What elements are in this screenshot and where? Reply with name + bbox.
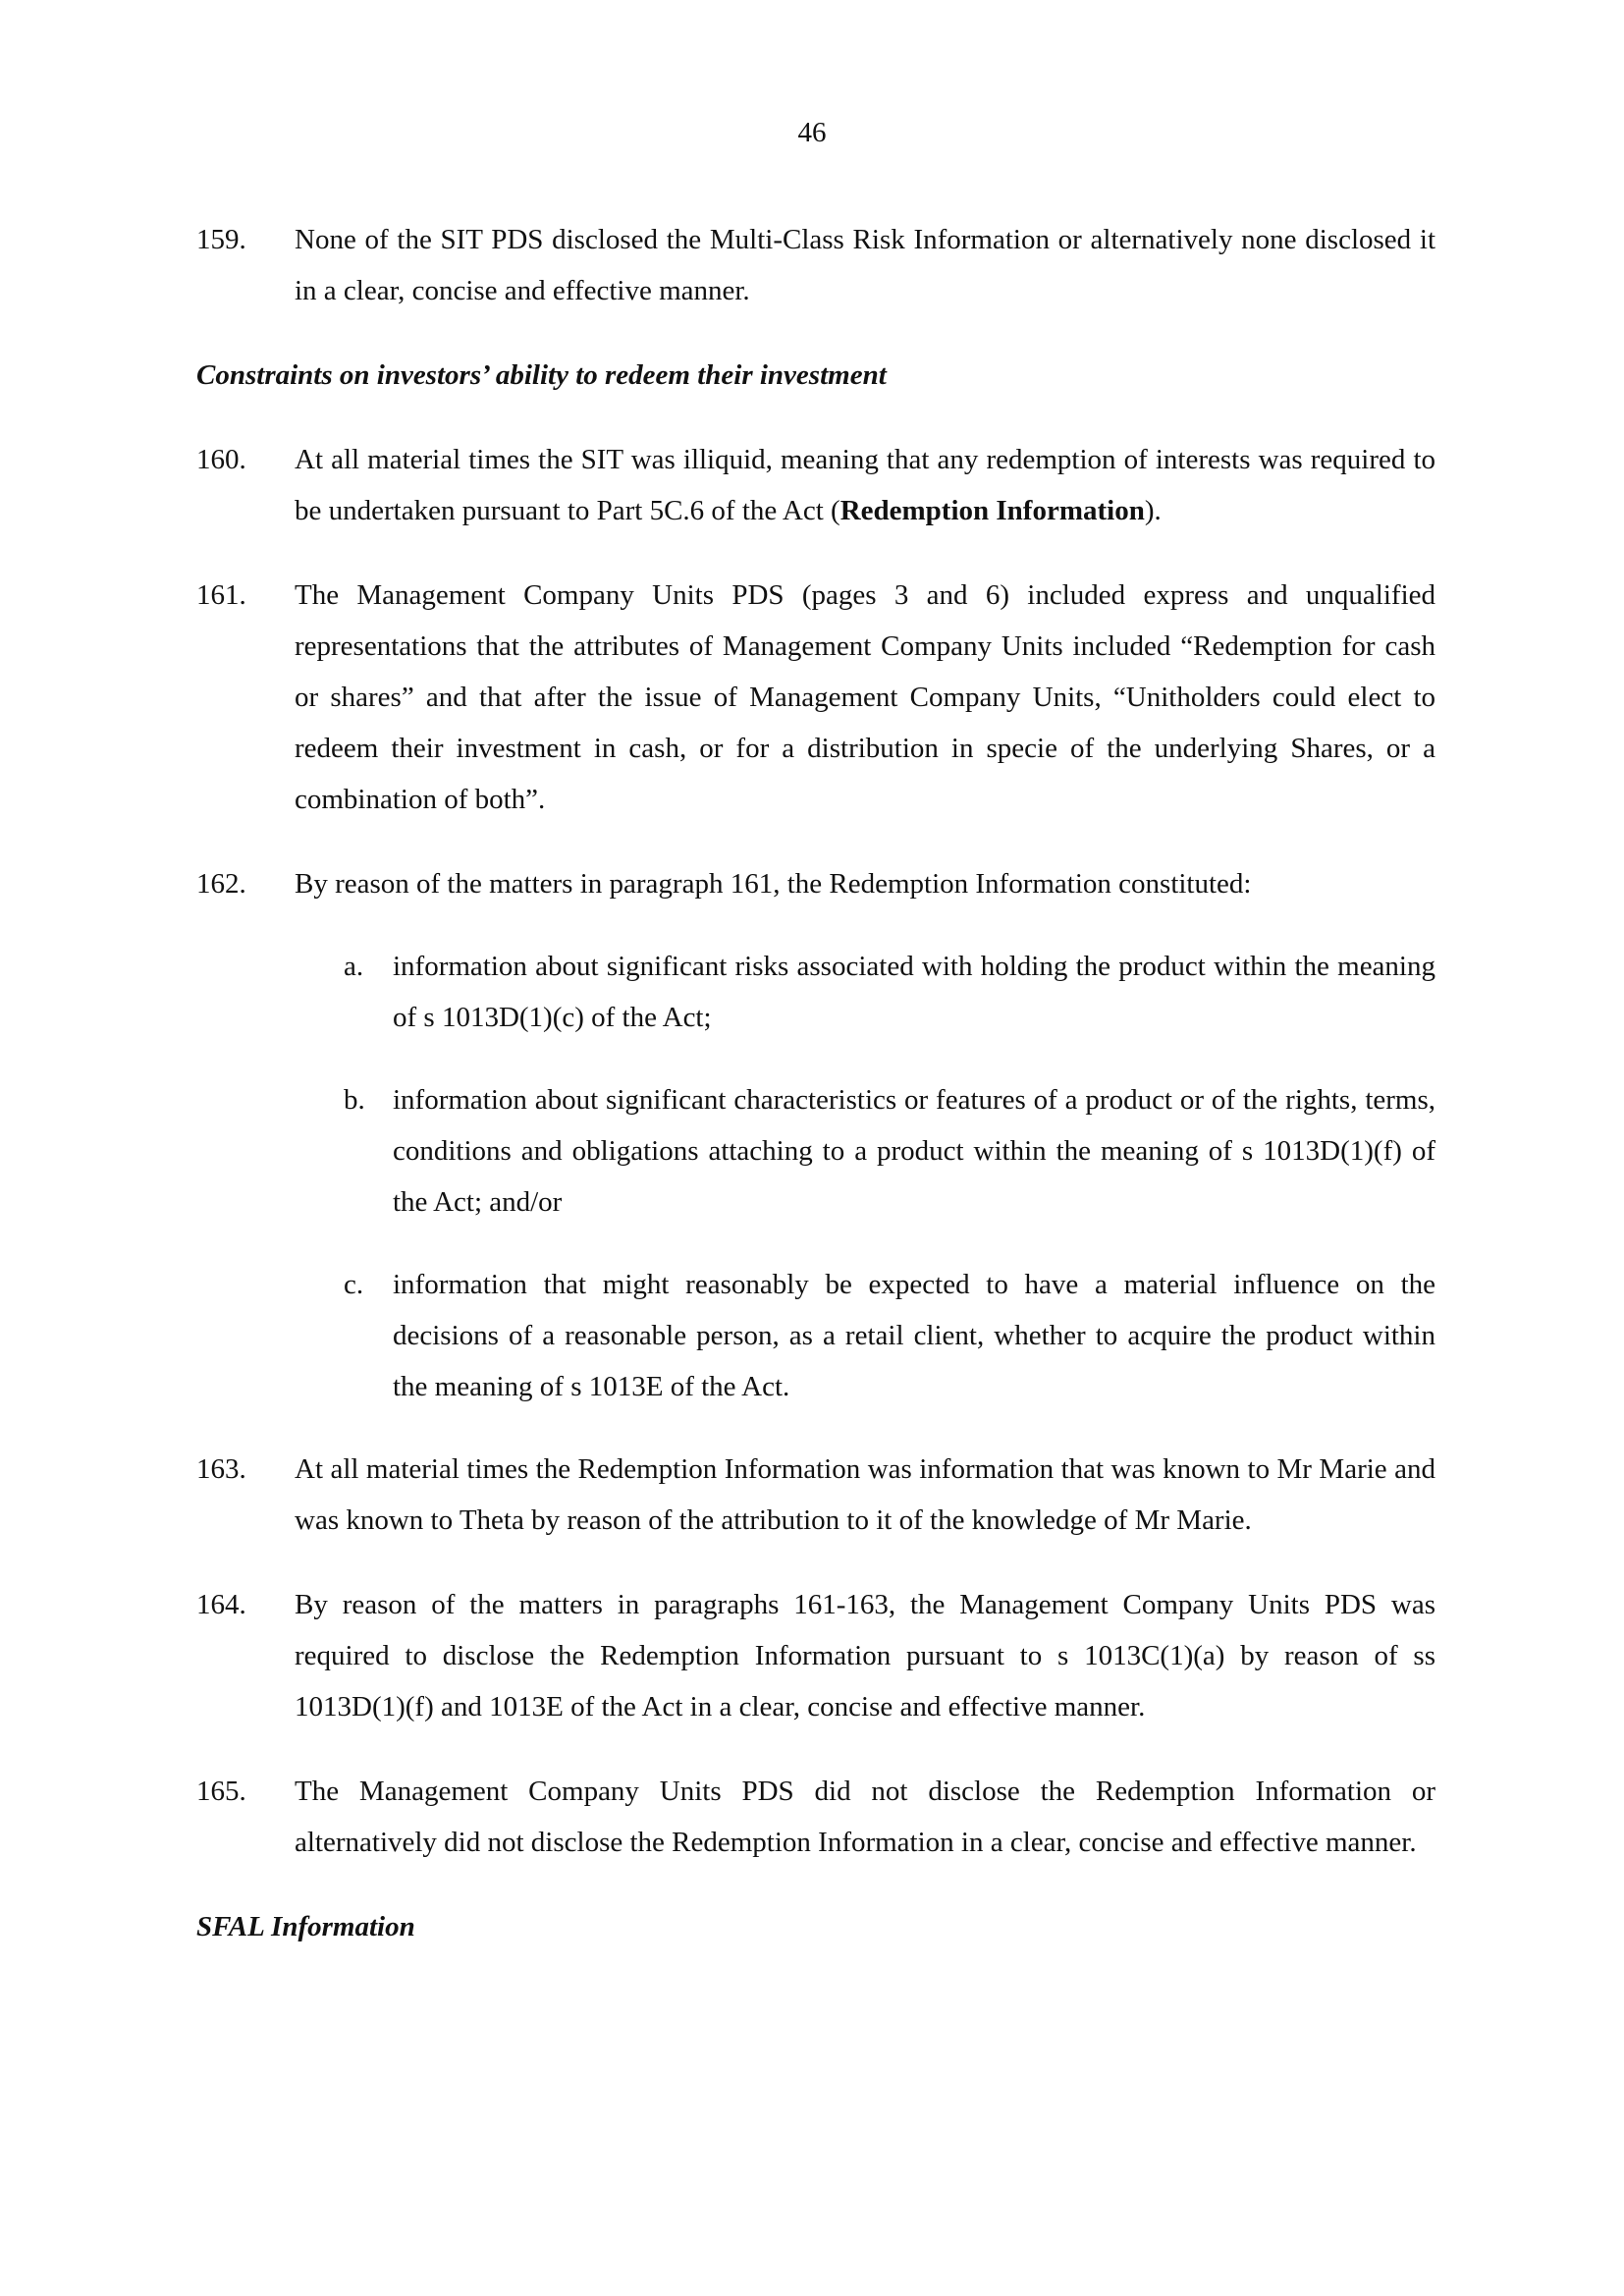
paragraph-text: By reason of the matters in paragraph 161, the Redemption Information constituted: (295, 868, 1252, 900)
paragraph-number: 161. (196, 579, 246, 611)
sub-paragraph-text: information that might reasonably be expected to have a material influence on the decisions of a reasonable person, as a retail client, whether to acquire the product within the meaning of s 1013E of the Act. (393, 1269, 1435, 1402)
section-heading: Constraints on investors’ ability to redeem their investment (196, 359, 887, 391)
paragraph-text: At all material times the Redemption Information was information that was known to Mr Marie and was known to Theta by reason of the attribution to it of the knowledge of Mr Marie. (295, 1453, 1435, 1536)
paragraph-159 (196, 214, 1435, 316)
paragraph-161 (196, 570, 1435, 825)
paragraph-number: 159. (196, 224, 246, 255)
paragraph-number: 164. (196, 1589, 246, 1620)
sub-paragraph-text: information about significant characteristics or features of a product or of the rights, terms, conditions and obligations attaching to a product within the meaning of s 1013D(1)(f) of the Act; and/or (393, 1084, 1435, 1218)
sub-paragraph-letter: b. (344, 1084, 365, 1116)
sub-paragraph-text: information about significant risks associated with holding the product within the meaning of s 1013D(1)(c) of the Act; (393, 951, 1435, 1033)
sub-paragraph-b (344, 1074, 1435, 1228)
defined-term: Redemption Information (839, 495, 1145, 526)
paragraph-number: 162. (196, 868, 246, 900)
page-number: 46 (797, 117, 827, 148)
paragraph-160 (196, 434, 1435, 536)
paragraph-text: None of the SIT PDS disclosed the Multi-Class Risk Information or alternatively none disclosed it in a clear, concise and effective manner. (295, 224, 1435, 306)
paragraph-text (295, 434, 1435, 536)
paragraph-text-part: ). (1144, 495, 1162, 526)
document-body (196, 214, 1435, 1986)
paragraph-164 (196, 1579, 1435, 1732)
paragraph-number: 163. (196, 1453, 246, 1485)
paragraph-162 (196, 858, 1435, 909)
paragraph-number: 165. (196, 1776, 246, 1807)
sub-paragraph-letter: a. (344, 951, 364, 982)
sub-paragraph-list (196, 941, 1435, 1412)
sub-paragraph-a (344, 941, 1435, 1043)
paragraph-165 (196, 1766, 1435, 1868)
paragraph-163 (196, 1444, 1435, 1546)
section-heading: SFAL Information (196, 1911, 415, 1942)
paragraph-text-part: At all material times the SIT was illiquid, meaning that any redemption of interests was required to be undertaken pursuant to Part 5C.6 of the Act ( (295, 444, 1435, 526)
paragraph-text: By reason of the matters in paragraphs 161-163, the Management Company Units PDS was required to disclose the Redemption Information pursuant to s 1013C(1)(a) by reason of ss 1013D(1)(f) and 1013E of the Act in a clear, concise and effective manner. (295, 1589, 1435, 1722)
paragraph-text: The Management Company Units PDS did not disclose the Redemption Information or alternatively did not disclose the Redemption Information in a clear, concise and effective manner. (295, 1776, 1435, 1858)
sub-paragraph-c (344, 1259, 1435, 1412)
paragraph-number: 160. (196, 444, 246, 475)
sub-paragraph-letter: c. (344, 1269, 364, 1300)
paragraph-text: The Management Company Units PDS (pages 3 and 6) included express and unqualified representations that the attributes of Management Company Units included “Redemption for cash or shares” and that after the issue of Management Company Units, “Unitholders could elect to redeem their investment in cash, or for a distribution in specie of the underlying Shares, or a combination of both”. (295, 579, 1435, 815)
